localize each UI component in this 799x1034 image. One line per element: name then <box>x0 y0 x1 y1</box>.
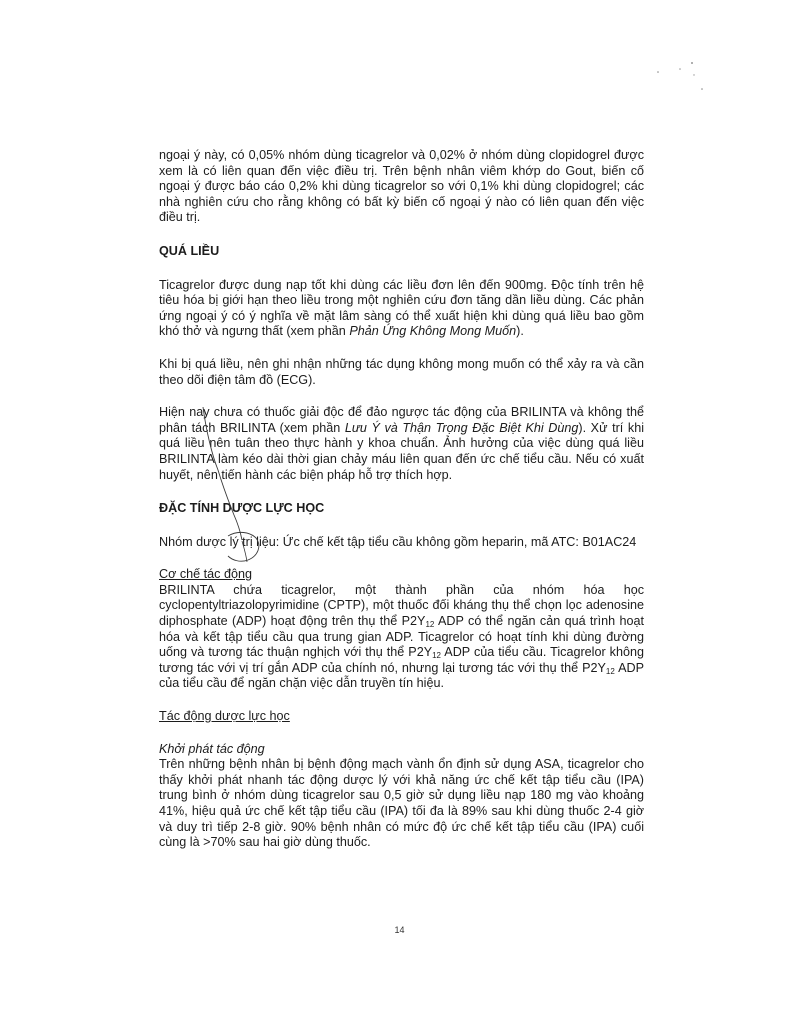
onset-paragraph: Trên những bệnh nhân bị bệnh động mạch vành ổn định sử dụng ASA, ticagrelor cho thấy khởi phát nhanh tác động dược lý với khả năng ức chế kết tập tiểu cầu (IPA) trung bình ở nhóm dùng ticagrelor sau 0,5 giờ sử dụng liều nạp 180 mg vào khoảng 41%, hiệu quả ức chế kết tập tiểu cầu (IPA) tối đa là 89% sau khi dùng thuốc 2-4 giờ và duy trì tiếp 2-8 giờ. 90% bệnh nhân có mức độ ức chế kết tập tiểu cầu (IPA) cuối cùng là >70% sau hai giờ dùng thuốc. <box>159 757 644 850</box>
mechanism-heading: Cơ chế tác động <box>159 567 252 582</box>
overdose-paragraph-1: Ticagrelor được dung nạp tốt khi dùng các liều đơn lên đến 900mg. Độc tính trên hệ tiêu hóa bị giới hạn theo liều trong một nghiên cứu đơn tăng dần liều dùng. Các phản ứng ngoại ý có ý nghĩa về mặt lâm sàng có thể xuất hiện khi dùng quá liều bao gồm khó thở và ngưng thất (xem phần Phản Ứng Không Mong Muốn). <box>159 277 644 339</box>
cross-reference: Phản Ứng Không Mong Muốn <box>349 324 517 339</box>
overdose-paragraph-3: Hiện nay chưa có thuốc giải độc để đảo ngược tác động của BRILINTA và không thể phân tách BRILINTA (xem phần Lưu Ý và Thận Trọng Đặc Biệt Khi Dùng). Xử trí khi quá liều nên tuân theo thực hành y khoa chuẩn. Ảnh hưởng của việc dùng quá liều BRILINTA làm kéo dài thời gian chảy máu liên quan đến ức chế tiểu cầu. Nếu có xuất huyết, nên tiến hành các biện pháp hỗ trợ thích hợp. <box>159 405 644 482</box>
overdose-paragraph-2: Khi bị quá liều, nên ghi nhận những tác dụng không mong muốn có thể xảy ra và cần theo dõi điện tâm đồ (ECG). <box>159 356 644 387</box>
onset-heading: Khởi phát tác động <box>159 741 265 756</box>
page-number: 14 <box>394 925 405 935</box>
document-body <box>159 148 644 851</box>
intro-paragraph: ngoại ý này, có 0,05% nhóm dùng ticagrelor và 0,02% ở nhóm dùng clopidogrel được xem là có liên quan đến việc điều trị. Trên bệnh nhân viêm khớp do Gout, biến cố ngoại ý được báo cáo 0,2% khi dùng ticagrelor so với 0,1% khi dùng clopidogrel; các nhà nghiên cứu cho rằng không có bất kỳ biến cố ngoại ý nào có liên quan đến việc điều trị. <box>159 148 644 225</box>
scan-specks <box>640 55 720 100</box>
overdose-heading: QUÁ LIỀU <box>159 243 220 258</box>
pharmacotherapeutic-group: Nhóm dược lý trị liệu: Ức chế kết tập tiểu cầu không gồm heparin, mã ATC: B01AC24 <box>159 534 637 549</box>
cross-reference: Lưu Ý và Thận Trọng Đặc Biệt Khi Dùng <box>344 420 579 435</box>
pharmacodynamics-heading: ĐẶC TÍNH DƯỢC LỰC HỌC <box>159 501 325 516</box>
mechanism-paragraph: BRILINTA chứa ticagrelor, một thành phần của nhóm hóa học cyclopentyltriazolopyrimidine (CPTP), một thuốc đối kháng thụ thể chọn lọc adenosine diphosphate (ADP) hoạt động trên thụ thể $P2Y_{12}$ ADP có thể ngăn cản quá trình hoạt hóa và kết tập tiểu cầu qua trung gian ADP. Ticagrelor có hoạt tính khi dùng đường uống và tương tác thuận nghịch với thụ thể $P2Y_{12}$ ADP của tiểu cầu. Ticagrelor không tương tác với vị trí gắn ADP của chính nó, nhưng lại tương tác với thụ thể $P2Y_{12}$ ADP của tiểu cầu để ngăn chặn việc dẫn truyền tín hiệu. <box>159 582 644 691</box>
pd-effects-heading: Tác động dược lực học <box>159 709 290 724</box>
